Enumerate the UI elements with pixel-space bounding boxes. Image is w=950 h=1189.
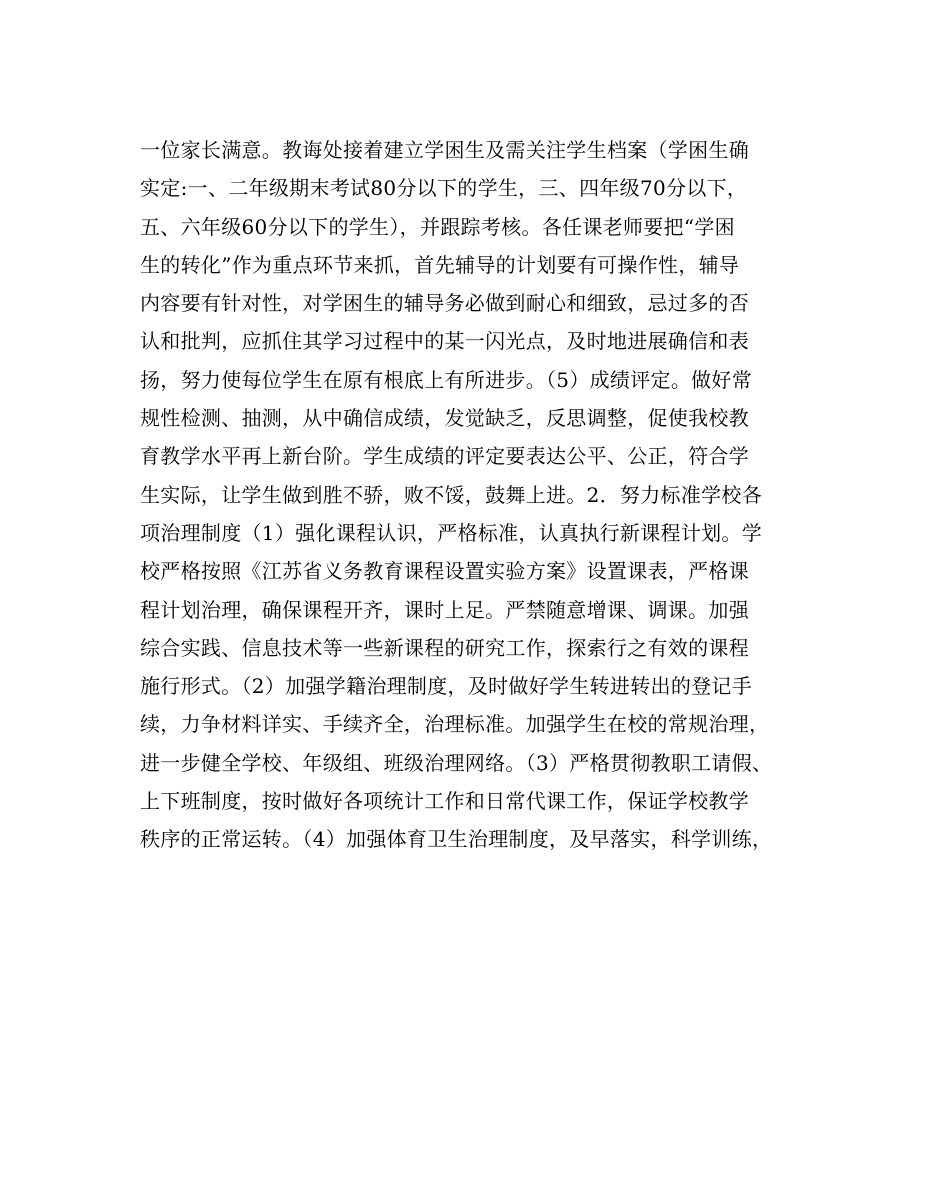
text-line: 五、六年级60分以下的学生），并跟踪考核。各任课老师要把“学困 bbox=[140, 214, 735, 239]
text-line: 续，力争材料详实、手续齐全，治理标准。加强学生在校的常规治理， bbox=[140, 712, 770, 737]
text-line: 项治理制度（1）强化课程认识，严格标准，认真执行新课程计划。学 bbox=[140, 520, 763, 545]
text-line: 内容要有针对性，对学困生的辅导务必做到耐心和细致，忌过多的否 bbox=[140, 291, 749, 316]
text-line: 程计划治理，确保课程开齐，课时上足。严禁随意增课、调课。加强 bbox=[140, 597, 749, 622]
text-line: 施行形式。（2）加强学籍治理制度，及时做好学生转进转出的登记手 bbox=[140, 674, 753, 699]
text-line: 规性检测、抽测，从中确信成绩，发觉缺乏，反思调整，促使我校教 bbox=[140, 406, 749, 431]
text-line: 育教学水平再上新台阶。学生成绩的评定要表达公平、公正，符合学 bbox=[140, 444, 749, 469]
text-line: 生实际，让学生做到胜不骄，败不馁，鼓舞上进。2．努力标准学校各 bbox=[140, 482, 763, 507]
text-line: 实定:一、二年级期末考试80分以下的学生，三、四年级70分以下， bbox=[140, 176, 748, 201]
text-line: 综合实践、信息技术等一些新课程的研究工作，探索行之有效的课程 bbox=[140, 635, 749, 660]
text-line: 上下班制度，按时做好各项统计工作和日常代课工作，保证学校教学 bbox=[140, 789, 749, 814]
text-line: 秩序的正常运转。（4）加强体育卫生治理制度，及早落实，科学训练， bbox=[140, 827, 773, 852]
text-line: 生的转化”作为重点环节来抓，首先辅导的计划要有可操作性，辅导 bbox=[140, 252, 740, 277]
body-text bbox=[140, 131, 840, 859]
text-line: 认和批判，应抓住其学习过程中的某一闪光点，及时地进展确信和表 bbox=[140, 329, 749, 354]
text-line: 一位家长满意。教诲处接着建立学困生及需关注学生档案（学困生确 bbox=[140, 138, 749, 162]
text-line: 校严格按照《江苏省义务教育课程设置实验方案》设置课表，严格课 bbox=[140, 559, 749, 584]
text-line: 进一步健全学校、年级组、班级治理网络。（3）严格贯彻教职工请假、 bbox=[140, 750, 773, 775]
text-line: 扬，努力使每位学生在原有根底上有所进步。（5）成绩评定。做好常 bbox=[140, 367, 753, 392]
